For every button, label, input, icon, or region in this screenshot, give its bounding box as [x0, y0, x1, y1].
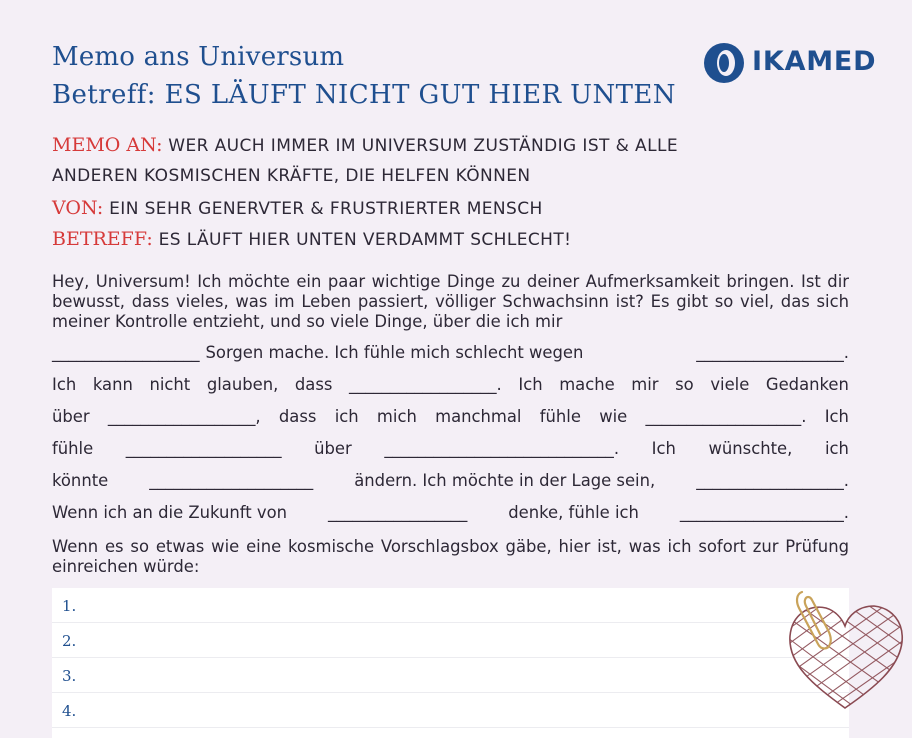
list-number: 1.	[62, 597, 77, 615]
word: ich	[334, 407, 359, 426]
memo-title: Memo ans Universum	[52, 42, 345, 72]
word: mich	[376, 407, 417, 426]
blank[interactable]: ____________________	[149, 471, 314, 490]
word: Ich	[651, 439, 676, 458]
word: mache	[559, 375, 615, 394]
list-item[interactable]	[52, 658, 849, 693]
word: Ich	[824, 407, 849, 426]
fill-line-2	[52, 375, 849, 394]
blank[interactable]: __________________.	[696, 343, 849, 362]
paperclip-icon	[790, 586, 840, 656]
blank[interactable]: ____________________.	[679, 503, 849, 522]
word: dass	[294, 375, 333, 394]
ikamed-logo	[703, 41, 893, 85]
blank[interactable]: __________________.	[696, 471, 849, 490]
word: Ich	[52, 375, 77, 394]
list-number: 2.	[62, 632, 77, 650]
list-item[interactable]	[52, 693, 849, 728]
word: über	[314, 439, 352, 458]
closing-paragraph: Wenn es so etwas wie eine kosmische Vorschlagsbox gäbe, hier ist, was ich sofort zur Prüfung einreichen würde:	[52, 537, 849, 576]
blank[interactable]: ____________________________.	[384, 439, 620, 458]
list-number: 4.	[62, 702, 77, 720]
line-text: Sorgen mache. Ich fühle mich schlecht wegen	[205, 343, 584, 362]
memo-to-text: WER AUCH IMMER IM UNIVERSUM ZUSTÄNDIG IST & ALLE	[168, 136, 678, 156]
fill-line-5	[52, 471, 849, 490]
blank[interactable]: __________________	[52, 343, 200, 362]
blank[interactable]: _________________	[327, 503, 468, 522]
list-number: 3.	[62, 667, 77, 685]
memo-from-line	[52, 197, 543, 219]
fill-line-6	[52, 503, 849, 522]
blank[interactable]: ___________________.	[645, 407, 807, 426]
word: wünschte,	[708, 439, 793, 458]
word: Gedanken	[765, 375, 849, 394]
word: ich	[824, 439, 849, 458]
word: mir	[631, 375, 659, 394]
suggestion-list	[52, 588, 849, 738]
memo-to-line	[52, 134, 678, 156]
word: dass	[278, 407, 317, 426]
memo-to-text-2: ANDEREN KOSMISCHEN KRÄFTE, DIE HELFEN KÖNNEN	[52, 166, 531, 186]
fill-line-3	[52, 407, 849, 426]
word: könnte	[52, 471, 109, 490]
word: manchmal	[435, 407, 522, 426]
list-item[interactable]	[52, 623, 849, 658]
memo-from-text: EIN SEHR GENERVTER & FRUSTRIERTER MENSCH	[109, 199, 543, 219]
fill-line-4	[52, 439, 849, 458]
word: Ich	[518, 375, 543, 394]
memo-to-line-2	[52, 166, 531, 186]
word: nicht	[149, 375, 191, 394]
word: wie	[599, 407, 628, 426]
intro-paragraph: Hey, Universum! Ich möchte ein paar wichtige Dinge zu deiner Aufmerksamkeit bringen. Ist dir bewusst, dass vieles, was im Leben passiert, völliger Schwachsinn ist? Es gibt so viel, das sich meiner Kontrolle entzieht, und so viele Dinge, über die ich mir	[52, 272, 849, 331]
fill-line-1	[52, 343, 849, 362]
line-text: denke, fühle ich	[508, 503, 639, 522]
heart-decoration	[782, 586, 908, 716]
memo-subject-line	[52, 228, 571, 250]
memo-subject-text: ES LÄUFT HIER UNTEN VERDAMMT SCHLECHT!	[158, 230, 572, 250]
word: fühle	[52, 439, 94, 458]
word: fühle	[539, 407, 581, 426]
blank[interactable]: __________________.	[349, 375, 502, 394]
memo-to-label: MEMO AN:	[52, 134, 163, 156]
list-item[interactable]	[52, 588, 849, 623]
word: glauben,	[206, 375, 279, 394]
ikamed-logo-icon	[703, 41, 747, 85]
word: viele	[710, 375, 750, 394]
line-text: Wenn ich an die Zukunft von	[52, 503, 287, 522]
word: so	[675, 375, 694, 394]
blank[interactable]: __________________,	[107, 407, 261, 426]
memo-from-label: VON:	[52, 197, 104, 219]
memo-subject-label: BETREFF:	[52, 228, 153, 250]
word: über	[52, 407, 90, 426]
logo-text: IKAMED	[752, 46, 877, 77]
memo-subject-title: Betreff: ES LÄUFT NICHT GUT HIER UNTEN	[52, 80, 676, 110]
blank[interactable]: ___________________	[125, 439, 282, 458]
word: kann	[92, 375, 133, 394]
line-text: ändern. Ich möchte in der Lage sein,	[354, 471, 656, 490]
